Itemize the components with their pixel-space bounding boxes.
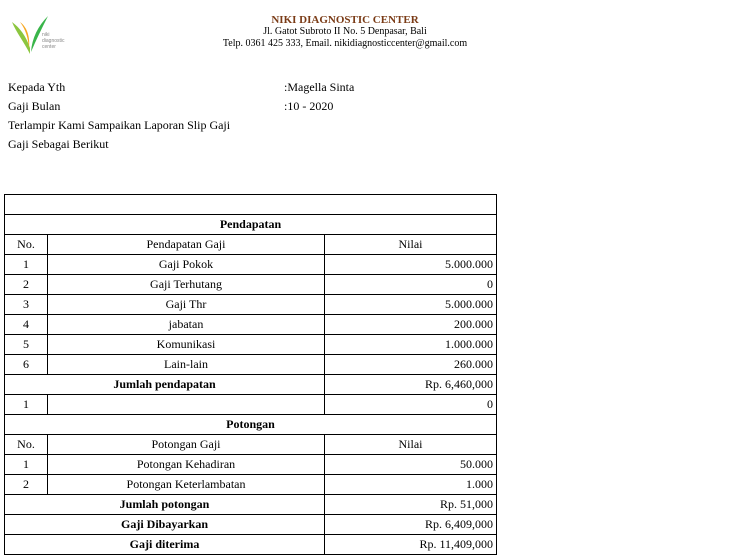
- row-no: 2: [5, 475, 48, 495]
- table-row: [5, 335, 497, 355]
- kepada-value: :Magella Sinta: [284, 80, 355, 94]
- salary-slip-table: [4, 194, 497, 555]
- potongan-section-header: [5, 415, 497, 435]
- col-pendapatan-gaji: Pendapatan Gaji: [48, 235, 325, 255]
- row-value: 260.000: [325, 355, 497, 375]
- col-nilai: Nilai: [325, 435, 497, 455]
- gaji-diterima-row: [5, 535, 497, 555]
- intro-line-1: Terlampir Kami Sampaikan Laporan Slip Gaji: [8, 118, 231, 132]
- jumlah-pendapatan-label: Jumlah pendapatan: [5, 375, 325, 395]
- company-contact: Telp. 0361 425 333, Email. nikidiagnosticcenter@gmail.com: [222, 38, 468, 49]
- col-nilai: Nilai: [325, 235, 497, 255]
- row-name: Potongan Kehadiran: [48, 455, 325, 475]
- table-row: [5, 315, 497, 335]
- pendapatan-section-header: [5, 215, 497, 235]
- row-no: 1: [5, 255, 48, 275]
- row-name: Gaji Terhutang: [48, 275, 325, 295]
- row-value: 0: [325, 395, 497, 415]
- table-top-border: [5, 195, 497, 215]
- logo-line-1: niki: [42, 32, 50, 38]
- gaji-bulan-value: :10 - 2020: [284, 99, 334, 113]
- intro-line-2: Gaji Sebagai Berikut: [8, 137, 109, 151]
- col-potongan-gaji: Potongan Gaji: [48, 435, 325, 455]
- row-name: jabatan: [48, 315, 325, 335]
- company-info: [160, 14, 530, 50]
- row-value: 50.000: [325, 455, 497, 475]
- potongan-total-row: [5, 495, 497, 515]
- gaji-dibayarkan-value: Rp. 6,409,000: [325, 515, 497, 535]
- pendapatan-total-row: [5, 375, 497, 395]
- row-value: 1.000: [325, 475, 497, 495]
- jumlah-potongan-value: Rp. 51,000: [325, 495, 497, 515]
- row-no: 1: [5, 395, 48, 415]
- col-no: No.: [5, 235, 48, 255]
- row-name: Gaji Pokok: [48, 255, 325, 275]
- row-name: Komunikasi: [48, 335, 325, 355]
- row-no: 4: [5, 315, 48, 335]
- company-address: Jl. Gatot Subroto II No. 5 Denpasar, Bali: [263, 26, 427, 37]
- table-row: [5, 395, 497, 415]
- row-no: 5: [5, 335, 48, 355]
- table-row: [5, 455, 497, 475]
- gaji-bulan-label: Gaji Bulan: [8, 99, 61, 113]
- jumlah-pendapatan-value: Rp. 6,460,000: [325, 375, 497, 395]
- gaji-dibayarkan-row: [5, 515, 497, 535]
- col-no: No.: [5, 435, 48, 455]
- gaji-dibayarkan-label: Gaji Dibayarkan: [5, 515, 325, 535]
- table-row: [5, 355, 497, 375]
- company-logo: [10, 8, 80, 58]
- potongan-title: Potongan: [5, 415, 497, 435]
- gaji-diterima-label: Gaji diterima: [5, 535, 325, 555]
- row-name: Potongan Keterlambatan: [48, 475, 325, 495]
- row-no: 3: [5, 295, 48, 315]
- row-name: [48, 395, 325, 415]
- row-no: 2: [5, 275, 48, 295]
- table-row: [5, 255, 497, 275]
- table-row: [5, 275, 497, 295]
- potongan-column-headers: [5, 435, 497, 455]
- letterhead: [0, 0, 736, 70]
- pendapatan-column-headers: [5, 235, 497, 255]
- row-no: 1: [5, 455, 48, 475]
- logo-line-3: center: [42, 44, 56, 50]
- pendapatan-title: Pendapatan: [5, 215, 497, 235]
- kepada-label: Kepada Yth: [8, 80, 66, 94]
- row-value: 5.000.000: [325, 255, 497, 275]
- logo-line-2: diagnostic: [42, 38, 65, 44]
- table-row: [5, 475, 497, 495]
- row-value: 5.000.000: [325, 295, 497, 315]
- row-value: 200.000: [325, 315, 497, 335]
- gaji-diterima-value: Rp. 11,409,000: [325, 535, 497, 555]
- company-name: NIKI DIAGNOSTIC CENTER: [271, 14, 419, 26]
- jumlah-potongan-label: Jumlah potongan: [5, 495, 325, 515]
- logo-wordmark: [42, 32, 65, 50]
- row-name: Lain-lain: [48, 355, 325, 375]
- row-value: 1.000.000: [325, 335, 497, 355]
- row-value: 0: [325, 275, 497, 295]
- row-no: 6: [5, 355, 48, 375]
- table-row: [5, 295, 497, 315]
- row-name: Gaji Thr: [48, 295, 325, 315]
